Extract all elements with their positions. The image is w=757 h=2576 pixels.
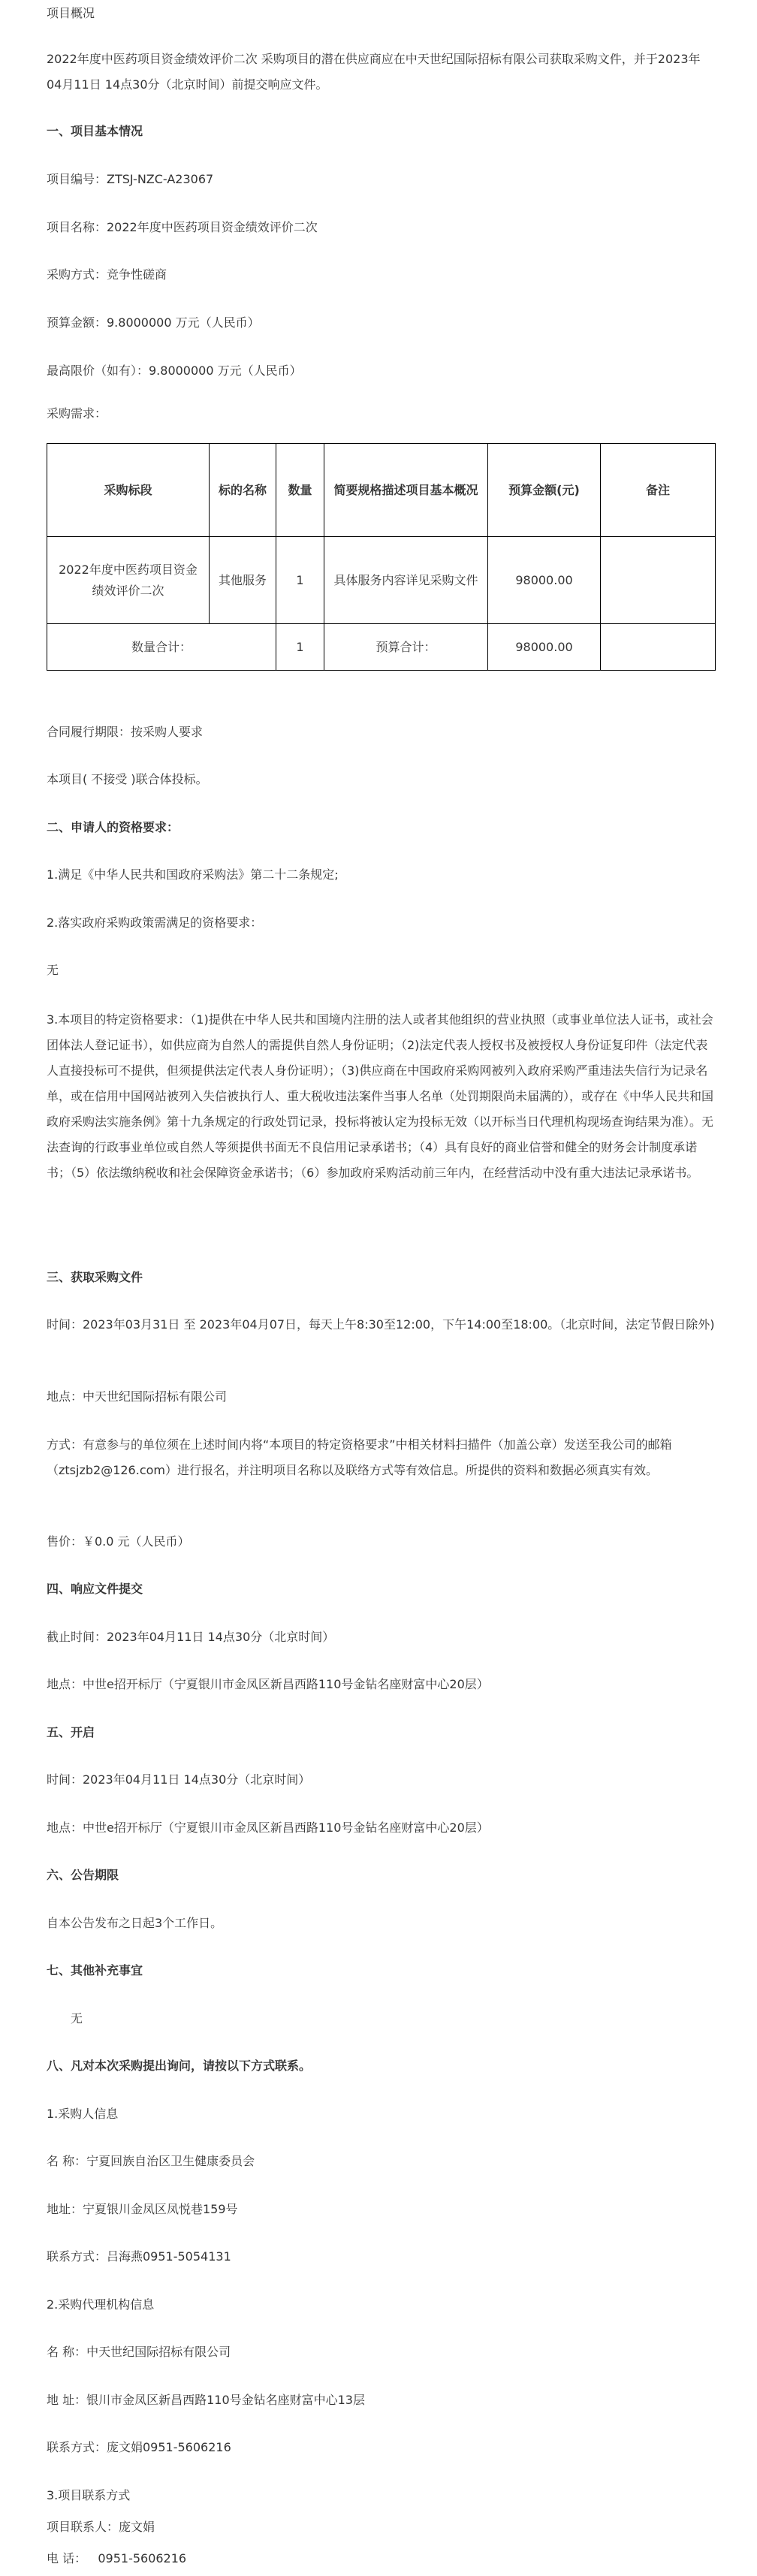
project-name: 项目名称：2022年度中医药项目资金绩效评价二次 <box>47 220 318 234</box>
max-price: 最高限价（如有）：9.8000000 万元（人民币） <box>47 363 302 378</box>
qualification-2: 2.落实政府采购政策需满足的资格要求： <box>47 915 263 930</box>
procurement-table <box>47 443 716 671</box>
other-matters: 无 <box>71 2011 83 2026</box>
section4-heading: 四、响应文件提交 <box>47 1582 143 1596</box>
header-cell: 预算金额(元) <box>488 444 601 537</box>
notice-period: 自本公告发布之日起3个工作日。 <box>47 1916 223 1930</box>
section2-heading: 二、申请人的资格要求： <box>47 820 179 834</box>
procurement-method: 采购方式：竞争性磋商 <box>47 267 167 282</box>
demand-label: 采购需求： <box>47 406 107 421</box>
project-contact-title: 3.项目联系方式 <box>47 2488 131 2502</box>
quantity-total-label: 数量合计： <box>47 624 276 671</box>
contract-period: 合同履行期限：按采购人要求 <box>47 725 204 739</box>
buyer-contact: 联系方式：吕海燕0951-5054131 <box>47 2249 231 2264</box>
project-contact-phone: 电 话： 0951-5606216 <box>47 2551 187 2565</box>
agency-contact: 联系方式：庞文娟0951-5606216 <box>47 2440 231 2454</box>
table-header-row <box>47 444 716 537</box>
qualification-3: 3.本项目的特定资格要求：（1)提供在中华人民共和国境内注册的法人或者其他组织的营业执照（或事业单位法人证书，或社会团体法人登记证书），如供应商为自然人的需提供自然人身份证明；（2)法定代表人授权书及被授权人身份证复印件（法定代表人直接投标可不提供，但须提供法定代表人身份证明）；（3)供应商在中国政府采购网被列入政府采购严重违法失信行为记录名单，或在信用中国网站被列入失信被执行人、重大税收违法案件当事人名单（处罚期限尚未届满的），或存在《中华人民共和国政府采购法实施条例》第十九条规定的行政处罚记录，投标将被认定为投标无效（以开标当日代理机构现场查询结果为准）。无法查询的行政事业单位或自然人等须提供书面无不良信用记录承诺书；（4）具有良好的商业信誉和健全的财务会计制度承诺书；（5）依法缴纳税收和社会保障资金承诺书；（6）参加政府采购活动前三年内，在经营活动中没有重大违法记录承诺书。 <box>47 1012 714 1180</box>
section1-heading: 一、项目基本情况 <box>47 124 143 138</box>
header-cell: 数量 <box>276 444 324 537</box>
table-total-row <box>47 624 716 671</box>
buyer-name: 名 称：宁夏回族自治区卫生健康委员会 <box>47 2154 255 2168</box>
table-cell: 1 <box>276 537 324 624</box>
opening-place: 地点：中世e招开标厅（宁夏银川市金凤区新昌西路110号金钻名座财富中心20层） <box>47 1820 489 1835</box>
quantity-total: 1 <box>276 624 324 671</box>
budget-total: 98000.00 <box>488 624 601 671</box>
document-price: 售价：￥0.0 元（人民币） <box>47 1534 190 1549</box>
header-cell: 采购标段 <box>47 444 210 537</box>
qualification-1: 1.满足《中华人民共和国政府采购法》第二十二条规定; <box>47 867 339 882</box>
qualification-2-value: 无 <box>47 963 59 977</box>
agency-info-title: 2.采购代理机构信息 <box>47 2297 155 2312</box>
project-contact-person: 项目联系人：庞文娟 <box>47 2520 155 2534</box>
submission-deadline: 截止时间：2023年04月11日 14点30分（北京时间） <box>47 1630 335 1644</box>
section6-heading: 六、公告期限 <box>47 1868 119 1882</box>
header-cell: 备注 <box>601 444 716 537</box>
submission-place: 地点：中世e招开标厅（宁夏银川市金凤区新昌西路110号金钻名座财富中心20层） <box>47 1677 489 1691</box>
table-cell: 其他服务 <box>210 537 276 624</box>
opening-time: 时间：2023年04月11日 14点30分（北京时间） <box>47 1772 311 1787</box>
acquire-method: 方式：有意参与的单位须在上述时间内将“本项目的特定资格要求”中相关材料扫描件（加盖公章）发送至我公司的邮箱（ztsjzb2@126.com）进行报名，并注明项目名称以及联络方式等有效信息。所提供的资料和数据必须真实有效。 <box>47 1437 672 1477</box>
buyer-address: 地址：宁夏银川金凤区凤悦巷159号 <box>47 2202 238 2216</box>
table-cell: 2022年度中医药项目资金绩效评价二次 <box>47 537 210 624</box>
acquire-time: 时间：2023年03月31日 至 2023年04月07日，每天上午8:30至12:00，下午14:00至18:00。（北京时间，法定节假日除外) <box>47 1317 715 1332</box>
consortium-note: 本项目( 不接受 )联合体投标。 <box>47 772 208 786</box>
table-cell: 具体服务内容详见采购文件 <box>324 537 488 624</box>
agency-address: 地 址：银川市金凤区新昌西路110号金钻名座财富中心13层 <box>47 2393 365 2407</box>
acquire-place: 地点：中天世纪国际招标有限公司 <box>47 1389 228 1404</box>
table-cell: 98000.00 <box>488 537 601 624</box>
section8-heading: 八、凡对本次采购提出询问，请按以下方式联系。 <box>47 2059 312 2073</box>
table-cell <box>601 537 716 624</box>
overview-intro: 2022年度中医药项目资金绩效评价二次 采购项目的潜在供应商应在中天世纪国际招标有限公司获取采购文件，并于2023年04月11日 14点30分（北京时间）前提交响应文件。 <box>47 52 701 92</box>
budget-amount: 预算金额：9.8000000 万元（人民币） <box>47 315 260 330</box>
section5-heading: 五、开启 <box>47 1725 95 1739</box>
section7-heading: 七、其他补充事宜 <box>47 1963 143 1977</box>
section3-heading: 三、获取采购文件 <box>47 1270 143 1284</box>
buyer-info-title: 1.采购人信息 <box>47 2107 119 2121</box>
overview-title: 项目概况 <box>47 6 95 20</box>
table-row <box>47 537 716 624</box>
total-note <box>601 624 716 671</box>
header-cell: 标的名称 <box>210 444 276 537</box>
header-cell: 简要规格描述项目基本概况 <box>324 444 488 537</box>
project-number: 项目编号：ZTSJ-NZC-A23067 <box>47 172 214 186</box>
budget-total-label: 预算合计： <box>324 624 488 671</box>
agency-name: 名 称：中天世纪国际招标有限公司 <box>47 2345 231 2359</box>
